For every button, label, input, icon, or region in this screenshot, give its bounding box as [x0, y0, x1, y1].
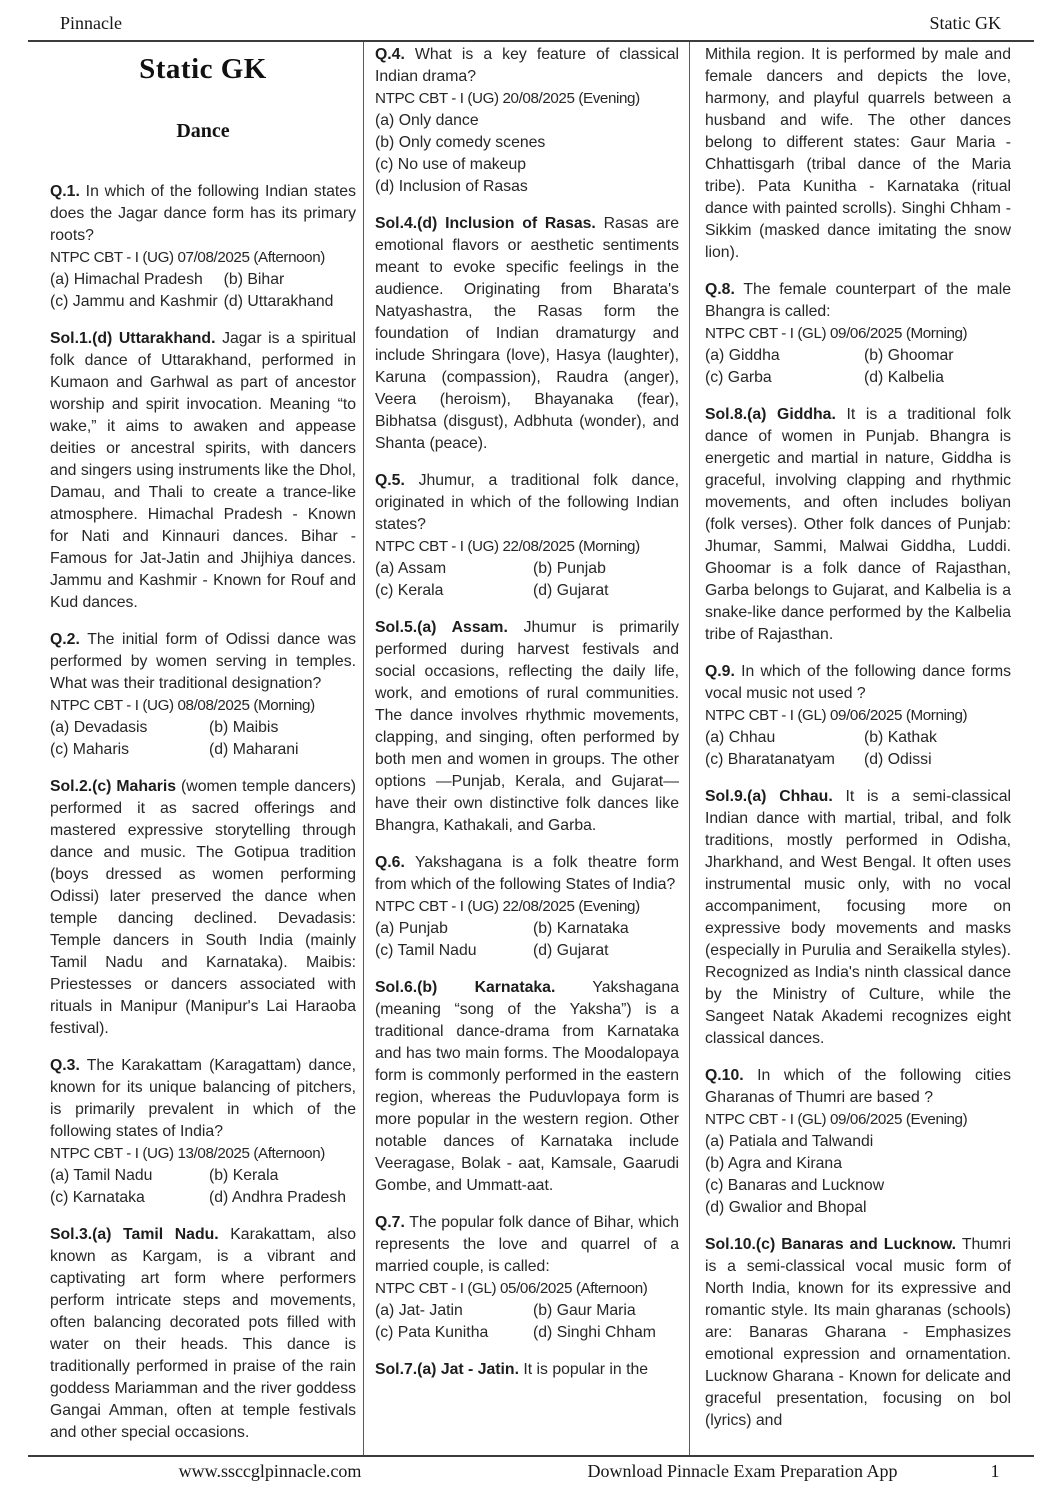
column-1 [50, 44, 356, 1454]
question-text: Q.10. In which of the following cities Gharanas of Thumri are based ? [705, 1067, 1011, 1106]
option: (c) Bharatanatyam [705, 751, 835, 768]
option: (d) Inclusion of Rasas [375, 178, 528, 195]
option: (d) Gwalior and Bhopal [705, 1199, 867, 1216]
question-number: Q.2. [50, 630, 80, 648]
options-grid [705, 1131, 1011, 1219]
question-block [375, 44, 679, 198]
question-block [50, 181, 356, 313]
question-number: Q.7. [375, 1214, 405, 1231]
solution-block [50, 328, 356, 614]
exam-info: NTPC CBT - I (UG) 20/08/2025 (Evening) [375, 90, 640, 107]
question-text: Q.5. Jhumur, a traditional folk dance, originated in which of the following Indian states? [375, 472, 679, 533]
column-divider-1 [363, 42, 364, 1455]
option: (c) No use of makeup [375, 156, 527, 173]
option: (c) Garba [705, 369, 772, 386]
solution-block [705, 404, 1011, 646]
options-grid [50, 1165, 356, 1209]
option: (d) Gujarat [533, 942, 609, 959]
solution-answer: Sol.6.(b) Karnataka. [375, 979, 556, 996]
option: (d) Uttarakhand [223, 292, 334, 310]
option: (a) Giddha [705, 347, 780, 364]
option: (a) Chhau [705, 729, 776, 746]
option: (d) Andhra Pradesh [209, 1188, 346, 1206]
solution-block [705, 786, 1011, 1050]
option: (a) Jat- Jatin [375, 1302, 463, 1319]
option: (a) Devadasis [50, 718, 148, 736]
question-block [705, 1065, 1011, 1219]
exam-info: NTPC CBT - I (UG) 22/08/2025 (Evening) [375, 898, 640, 915]
solution-text: Sol.4.(d) Inclusion of Rasas. Rasas are emotional flavors or aesthetic sentiments meant to evoke specific feelings in the audience. Originating from Bharata's Natyashastra, the Rasas form the foundation of Indian dramaturgy and include Shringara (love), Hasya (laughter), Karuna (compassion), Raudra (anger), Veera (heroism), Bhayanaka (fear), Bibhatsa (disgust), Adbhuta (wonder), and Shanta (peace). [375, 215, 679, 452]
option: (b) Gaur Maria [533, 1302, 636, 1319]
solution-text: Sol.8.(a) Giddha. It is a traditional folk dance of women in Punjab. Bhangra is energetic and martial in nature, Giddha is graceful, involving clapping and rhythmic movements, and often includes boliyan (folk verses). Other folk dances of Punjab: Jhumar, Sammi, Malwai Giddha, Luddi. Ghoomar is a folk dance of Rajasthan, Garba belongs to Gujarat, and Kalbelia is a snake-like dance performed by the Kalbelia tribe of Rajasthan. [705, 406, 1011, 643]
option: (c) Maharis [50, 740, 129, 758]
option: (b) Ghoomar [864, 347, 954, 364]
question-text: Q.1. In which of the following Indian states does the Jagar dance form has its primary roots? [50, 182, 356, 244]
exam-info: NTPC CBT - I (UG) 13/08/2025 (Afternoon) [50, 1144, 325, 1162]
options-grid [50, 717, 356, 761]
solution-answer: Sol.10.(c) Banaras and Lucknow. [705, 1236, 957, 1253]
question-number: Q.1. [50, 182, 80, 200]
option: (d) Singhi Chham [533, 1324, 656, 1341]
question-text: Q.8. The female counterpart of the male Bhangra is called: [705, 281, 1011, 320]
continuation-block [705, 44, 1011, 264]
option: (d) Maharani [209, 740, 299, 758]
option: (c) Kerala [375, 582, 444, 599]
solution-text: Sol.2.(c) Maharis (women temple dancers) performed it as sacred offerings and mastered expressive storytelling through dance and music. The Gotipua tradition (boys dressed as women performing Odissi) later preserved the dance when temple dancing declined. Devadasis: Temple dancers in South India (mainly Tamil Nadu and Karnataka). Maibis: Priestesses or dancers associated with rituals in Manipur (Manipur's Lai Haraoba festival). [50, 777, 356, 1037]
solution-answer: Sol.4.(d) Inclusion of Rasas. [375, 215, 596, 232]
option: (c) Karnataka [50, 1188, 145, 1206]
option: (a) Assam [375, 560, 447, 577]
exam-info: NTPC CBT - I (UG) 22/08/2025 (Morning) [375, 538, 640, 555]
option: (a) Only dance [375, 112, 479, 129]
solution-block [50, 776, 356, 1040]
option: (b) Karnataka [533, 920, 629, 937]
option: (c) Pata Kunitha [375, 1324, 489, 1341]
option: (a) Patiala and Talwandi [705, 1133, 874, 1150]
question-number: Q.3. [50, 1056, 80, 1074]
question-number: Q.9. [705, 663, 735, 680]
solution-text: Sol.6.(b) Karnataka. Yakshagana (meaning “song of the Yaksha”) is a traditional dance-drama from Karnataka and has two main forms. The Moodalopaya form is commonly performed in the eastern region, whereas the Puduvlopaya form is more popular in the western region. Other notable dances of Karnataka include Veeragase, Bolak - aat, Kamsale, Gaarudi Gombe, and Ummatt-aat. [375, 979, 679, 1194]
page-title: Static GK [139, 53, 267, 85]
question-number: Q.10. [705, 1067, 744, 1084]
solution-block [375, 213, 679, 455]
exam-info: NTPC CBT - I (GL) 09/06/2025 (Morning) [705, 325, 968, 342]
question-number: Q.8. [705, 281, 735, 298]
solution-answer: Sol.3.(a) Tamil Nadu. [50, 1225, 219, 1243]
option: (a) Tamil Nadu [50, 1166, 153, 1184]
option: (d) Odissi [864, 751, 932, 768]
solution-answer: Sol.2.(c) Maharis [50, 777, 177, 795]
solution-block [50, 1224, 356, 1444]
question-text: Q.4. What is a key feature of classical Indian drama? [375, 46, 679, 85]
solution-text: Sol.9.(a) Chhau. It is a semi-classical Indian dance with martial, tribal, and folk traditions, mostly performed in Odisha, Jharkhand, and West Bengal. It often uses instrumental music only, with no vocal accompaniment, focusing more on expressive body movements and masks (especially in Purulia and Seraikella styles). Recognized as India's ninth classical dance by the Ministry of Culture, while the Sangeet Natak Akademi recognizes eight classical dances. [705, 788, 1011, 1047]
solution-answer: Sol.8.(a) Giddha. [705, 406, 836, 423]
question-text: Q.7. The popular folk dance of Bihar, which represents the love and quarrel of a married couple, is called: [375, 1214, 679, 1275]
section-title: Dance [176, 119, 230, 142]
question-number: Q.4. [375, 46, 405, 63]
question-text: Q.6. Yakshagana is a folk theatre form from which of the following States of India? [375, 854, 679, 893]
exam-info: NTPC CBT - I (GL) 09/06/2025 (Morning) [705, 707, 968, 724]
solution-answer: Sol.1.(d) Uttarakhand. [50, 329, 216, 347]
footer-website: www.ssccglpinnacle.com [178, 1461, 362, 1481]
solution-answer: Sol.5.(a) Assam. [375, 619, 508, 636]
question-number: Q.6. [375, 854, 405, 871]
option: (b) Punjab [533, 560, 606, 577]
exam-info: NTPC CBT - I (UG) 08/08/2025 (Morning) [50, 696, 315, 714]
option: (b) Kathak [864, 729, 937, 746]
options-grid [375, 110, 679, 198]
option: (b) Bihar [223, 270, 285, 288]
solution-answer: Sol.7.(a) Jat - Jatin. [375, 1361, 519, 1378]
solution-block [705, 1234, 1011, 1432]
exam-info: NTPC CBT - I (GL) 09/06/2025 (Evening) [705, 1111, 968, 1128]
option: (a) Punjab [375, 920, 448, 937]
question-number: Q.5. [375, 472, 405, 489]
column-divider-2 [689, 42, 690, 1455]
option: (a) Himachal Pradesh [50, 270, 203, 288]
question-text: Q.2. The initial form of Odissi dance was performed by women serving in temples. What was their traditional designation? [50, 630, 356, 692]
options-grid [375, 918, 679, 962]
header-right: Static GK [929, 13, 1001, 33]
exam-info: NTPC CBT - I (GL) 05/06/2025 (Afternoon) [375, 1280, 648, 1297]
header-left: Pinnacle [60, 13, 122, 33]
solution-answer: Sol.9.(a) Chhau. [705, 788, 833, 805]
question-block [705, 279, 1011, 389]
exam-info: NTPC CBT - I (UG) 07/08/2025 (Afternoon) [50, 248, 325, 266]
question-block [50, 629, 356, 761]
option: (c) Tamil Nadu [375, 942, 477, 959]
solution-text: Sol.5.(a) Assam. Jhumur is primarily performed during harvest festivals and social occasions, reflecting the daily life, work, and emotions of rural communities. The dance involves rhythmic movements, clapping, and singing, often performed by both men and women in groups. The other options —Punjab, Kerala, and Gujarat—have their own distinctive folk dances like Bhangra, Kathakali, and Garba. [375, 619, 679, 834]
solution-block [375, 977, 679, 1197]
options-grid [705, 345, 1011, 389]
footer-rule [28, 1455, 1034, 1457]
solution-text: Sol.1.(d) Uttarakhand. Jagar is a spiritual folk dance of Uttarakhand, performed in Kumaon and Garhwal as part of ancestor worship and spirit invocation. Meaning “to wake,” it aims to awaken and appease deities or ancestral spirits, with dancers and singers using instruments like the Dhol, Damau, and Thali to create a trance-like atmosphere. Himachal Pradesh - Known for Nati and Kinnauri dances. Bihar - Famous for Jat-Jatin and Jhijhiya dances. Jammu and Kashmir - Known for Rouf and Kud dances. [50, 329, 356, 611]
option: (b) Only comedy scenes [375, 134, 546, 151]
option: (c) Jammu and Kashmir [50, 292, 218, 310]
question-block [375, 1212, 679, 1344]
column-2 [375, 44, 679, 1454]
options-grid [705, 727, 1011, 771]
question-block [375, 470, 679, 602]
options-grid [375, 1300, 679, 1344]
solution-block [375, 617, 679, 837]
footer-page-number: 1 [990, 1461, 1000, 1481]
solution-text: Sol.10.(c) Banaras and Lucknow. Thumri is a semi-classical vocal music form of North India, known for its expressive and romantic style. Its main gharanas (schools) are: Banaras Gharana - Emphasizes emotional expression and ornamentation. Lucknow Gharana - Known for delicate and graceful presentation, focusing on bol (lyrics) and [705, 1236, 1011, 1429]
question-block [705, 661, 1011, 771]
question-block [375, 852, 679, 962]
footer-app-text: Download Pinnacle Exam Preparation App [587, 1461, 898, 1481]
option: (c) Banaras and Lucknow [705, 1177, 885, 1194]
header-rule [28, 40, 1034, 42]
option: (d) Gujarat [533, 582, 609, 599]
solution-text: Sol.7.(a) Jat - Jatin. It is popular in the [375, 1361, 649, 1378]
question-text: Q.3. The Karakattam (Karagattam) dance, known for its unique balancing of pitchers, is primarily prevalent in which of the following states of India? [50, 1056, 356, 1140]
options-grid [375, 558, 679, 602]
solution-text: Sol.3.(a) Tamil Nadu. Karakattam, also known as Kargam, is a vibrant and captivating art form where performers perform intricate steps and movements, often balancing decorated pots filled with water on their heads. This dance is traditionally performed in praise of the rain goddess Mariamman and the river goddess Gangai Amman, often at temple festivals and other special occasions. [50, 1225, 356, 1441]
options-grid [50, 269, 356, 313]
option: (b) Maibis [209, 718, 279, 736]
solution-block [375, 1359, 679, 1381]
question-block [50, 1055, 356, 1209]
column-3 [705, 44, 1011, 1454]
question-text: Q.9. In which of the following dance forms vocal music not used ? [705, 663, 1011, 702]
option: (b) Kerala [209, 1166, 279, 1184]
continuation-text: Mithila region. It is performed by male and female dancers and depicts the love, harmony, and playful quarrels between a husband and wife. The other dances belong to different states: Gaur Maria - Chhattisgarh (tribal dance of the Maria tribe). Pata Kunitha - Karnataka (ritual dance with painted scrolls). Singhi Chham - Sikkim (masked dance imitating the snow lion). [705, 46, 1011, 261]
option: (b) Agra and Kirana [705, 1155, 842, 1172]
option: (d) Kalbelia [864, 369, 944, 386]
